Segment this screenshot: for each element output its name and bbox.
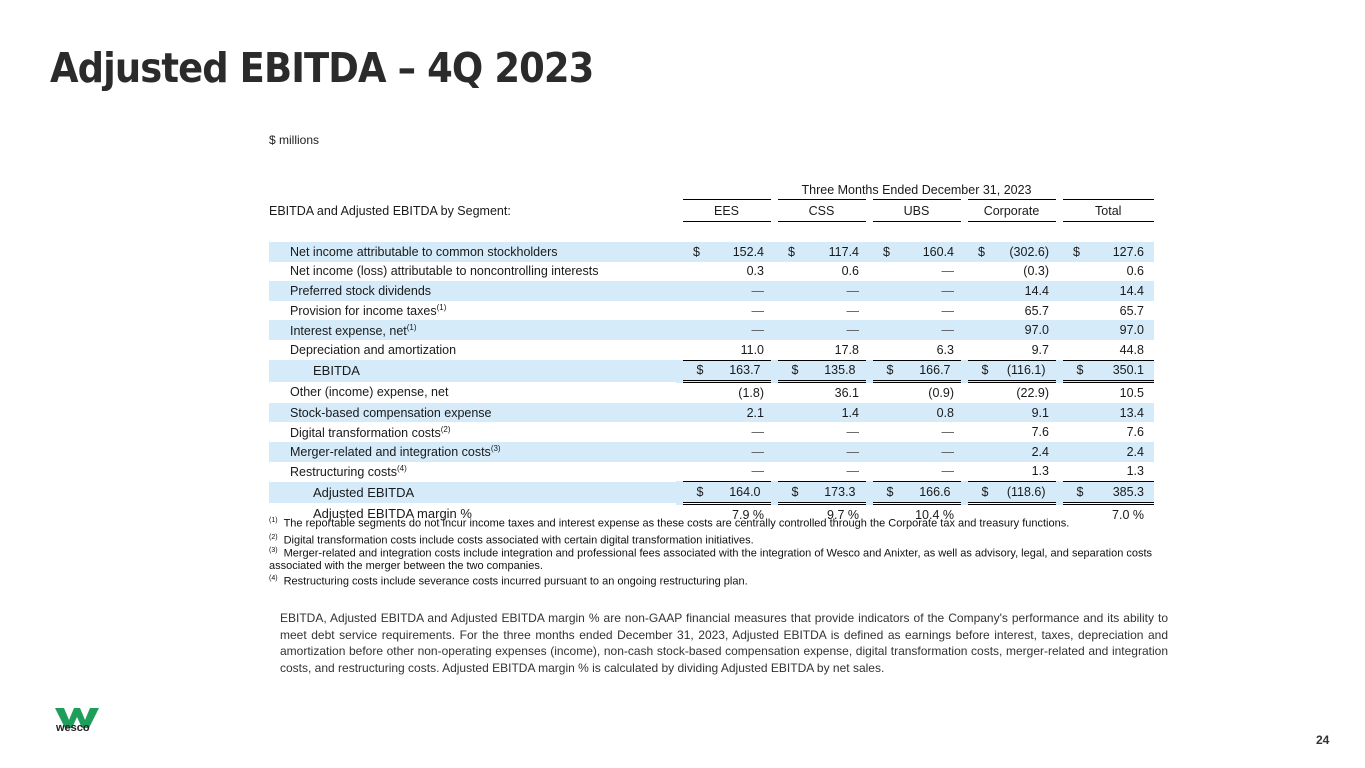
cell-css: $ 135.8 [774, 360, 869, 382]
row-label: EBITDA [269, 360, 679, 382]
table-row [269, 382, 1154, 403]
cell-css: 9.7 % [827, 507, 859, 522]
row-label: Net income attributable to common stockholders [269, 242, 679, 262]
cell-ubs: — [869, 320, 964, 340]
cell-ees: $ 152.4 [679, 242, 774, 262]
column-header-total: Total [1059, 200, 1154, 222]
cell-total: 13.4 [1059, 403, 1154, 423]
table-row [269, 403, 1154, 423]
cell-ees: 2.1 [679, 403, 774, 423]
cell-ees: 7.9 % [732, 507, 764, 522]
row-label: Interest expense, net$^{(1)}$ [269, 320, 679, 340]
row-label: Depreciation and amortization [290, 343, 457, 358]
row-label: Provision for income taxes$^{(1)}$ [290, 303, 447, 319]
table-row [269, 340, 1154, 360]
ebitda-table-container [269, 180, 1154, 524]
column-header-corporate: Corporate [964, 200, 1059, 222]
cell-ees: $ 163.7 [679, 360, 774, 382]
row-label: Preferred stock dividends [269, 281, 679, 301]
cell-ubs: — [869, 442, 964, 462]
cell-total: $ 350.1 [1059, 360, 1154, 382]
non-gaap-paragraph: EBITDA, Adjusted EBITDA and Adjusted EBITDA margin % are non-GAAP financial measures that provide indicators of the Company's performance and its ability to meet debt service requirements. For the three months ended December 31, 2023, Adjusted EBITDA is defined as earnings before interest, taxes, depreciation and amortization before other non-operating expenses (income), non-cash stock-based compensation expense, digital transformation costs, merger-related and integration costs, and restructuring costs. Adjusted EBITDA margin % is calculated by dividing Adjusted EBITDA by net sales. [280, 611, 1168, 675]
cell-ubs: 0.8 [869, 403, 964, 423]
section-label: EBITDA and Adjusted EBITDA by Segment: [269, 203, 511, 218]
cell-corporate: 9.1 [964, 403, 1059, 423]
cell-css: $ 173.3 [774, 482, 869, 504]
cell-css: 1.4 [774, 403, 869, 423]
cell-css: — [774, 281, 869, 301]
period-header: Three Months Ended December 31, 2023 [679, 180, 1154, 200]
cell-ees: — [751, 303, 764, 318]
table-row [269, 422, 1154, 442]
footnote-ref: (1) [436, 303, 447, 312]
cell-ees: — [679, 442, 774, 462]
cell-total: 14.4 [1059, 281, 1154, 301]
cell-css: — [846, 303, 859, 318]
footnote-2: $^{(2)}$ Digital transformation costs include costs associated with certain digital transformation initiatives. [269, 534, 754, 547]
cell-css: — [774, 320, 869, 340]
footnote-4: $^{(4)}$ Restructuring costs include severance costs incurred pursuant to an ongoing restructuring plan. [269, 575, 748, 588]
cell-ees: — [751, 425, 764, 440]
units-label: $ millions [269, 133, 320, 147]
cell-ees: 11.0 [740, 342, 764, 357]
table-row [269, 242, 1154, 262]
row-label: Net income (loss) attributable to noncontrolling interests [290, 264, 599, 279]
row-label: Adjusted EBITDA margin % [313, 506, 472, 522]
footnote-ref: (4) [396, 464, 407, 473]
table-row [269, 482, 1154, 504]
cell-css: 36.1 [834, 385, 859, 400]
cell-ees: — [679, 281, 774, 301]
cell-ubs: (0.9) [928, 385, 954, 400]
footnote-ref: (2) [440, 424, 451, 434]
row-label: Restructuring costs$^{(4)}$ [290, 464, 407, 480]
cell-corporate: 2.4 [964, 442, 1059, 462]
cell-corporate: (22.9) [1016, 385, 1049, 400]
cell-ees: — [679, 320, 774, 340]
cell-corporate: $ (118.6) [964, 482, 1059, 504]
row-label: Digital transformation costs$^{(2)}$ [290, 424, 451, 440]
cell-css: 17.8 [834, 342, 859, 357]
cell-ees: $ 164.0 [679, 482, 774, 504]
cell-corporate: 14.4 [964, 281, 1059, 301]
page-title: Adjusted EBITDA – 4Q 2023 [50, 44, 594, 92]
cell-ees: — [751, 464, 764, 479]
footnote-ref: (1) [406, 322, 417, 332]
column-header-ubs: UBS [869, 200, 964, 222]
column-header-css: CSS [774, 200, 869, 222]
cell-total: 44.8 [1119, 342, 1144, 357]
cell-ubs: $ 166.6 [869, 482, 964, 504]
logo-text: wesco [56, 722, 90, 734]
cell-total: 65.7 [1119, 303, 1144, 318]
cell-corporate: $ (116.1) [964, 360, 1059, 382]
cell-ubs: $ 160.4 [869, 242, 964, 262]
cell-ubs: — [869, 281, 964, 301]
cell-css: 0.6 [841, 264, 859, 279]
cell-total: 10.5 [1119, 385, 1144, 400]
cell-total: 1.3 [1126, 464, 1144, 479]
row-label: Stock-based compensation expense [269, 403, 679, 423]
cell-ubs: — [941, 425, 954, 440]
cell-total: 97.0 [1059, 320, 1154, 340]
table-row [269, 360, 1154, 382]
cell-total: $ 385.3 [1059, 482, 1154, 504]
footnote-1: $^{(1)}$ The reportable segments do not incur income taxes and interest expense as these costs are centrally controlled through the Corporate tax and treasury functions. [269, 517, 1070, 530]
table-row [269, 301, 1154, 321]
row-label: Adjusted EBITDA [269, 482, 679, 504]
cell-ees: (1.8) [738, 385, 764, 400]
cell-corporate: 7.6 [1031, 425, 1049, 440]
cell-css: — [846, 425, 859, 440]
table-row [269, 320, 1154, 340]
cell-corporate: (0.3) [1023, 264, 1049, 279]
cell-ubs: — [941, 464, 954, 479]
cell-total: $ 127.6 [1059, 242, 1154, 262]
table-row [269, 442, 1154, 462]
column-header-ees: EES [679, 200, 774, 222]
cell-ubs: 10.4 % [915, 507, 954, 522]
cell-corporate: 1.3 [1031, 464, 1049, 479]
table-row [269, 281, 1154, 301]
cell-total: 0.6 [1126, 264, 1144, 279]
cell-css: $ 117.4 [774, 242, 869, 262]
cell-total: 2.4 [1059, 442, 1154, 462]
cell-total: 7.6 [1126, 425, 1144, 440]
page-number: 24 [1316, 733, 1330, 747]
cell-ubs: 6.3 [936, 342, 954, 357]
period-header-row [269, 180, 1154, 200]
cell-total: 7.0 % [1112, 507, 1144, 522]
row-label: Other (income) expense, net [290, 385, 449, 400]
cell-corporate: 97.0 [964, 320, 1059, 340]
cell-corporate: $ (302.6) [964, 242, 1059, 262]
cell-ees: 0.3 [746, 264, 764, 279]
cell-corporate: 9.7 [1031, 342, 1049, 357]
footnote-3: $^{(3)}$ Merger-related and integration costs include integration and professional fees associated with the integration of Wesco and Anixter, as well as advisory, legal, and separation costs associated with the merger between the two companies. [269, 547, 1153, 572]
footnote-ref: (3) [490, 444, 501, 454]
table-row [269, 462, 1154, 482]
cell-ubs: — [941, 303, 954, 318]
cell-corporate: 65.7 [1024, 303, 1049, 318]
column-header-row [269, 200, 1154, 222]
cell-css: — [846, 464, 859, 479]
row-label: Merger-related and integration costs$^{(3)}$ [269, 442, 679, 462]
cell-css: — [774, 442, 869, 462]
cell-ubs: — [941, 264, 954, 279]
spacer-row [269, 222, 1154, 243]
ebitda-table [269, 180, 1154, 524]
table-row [269, 262, 1154, 282]
cell-ubs: $ 166.7 [869, 360, 964, 382]
